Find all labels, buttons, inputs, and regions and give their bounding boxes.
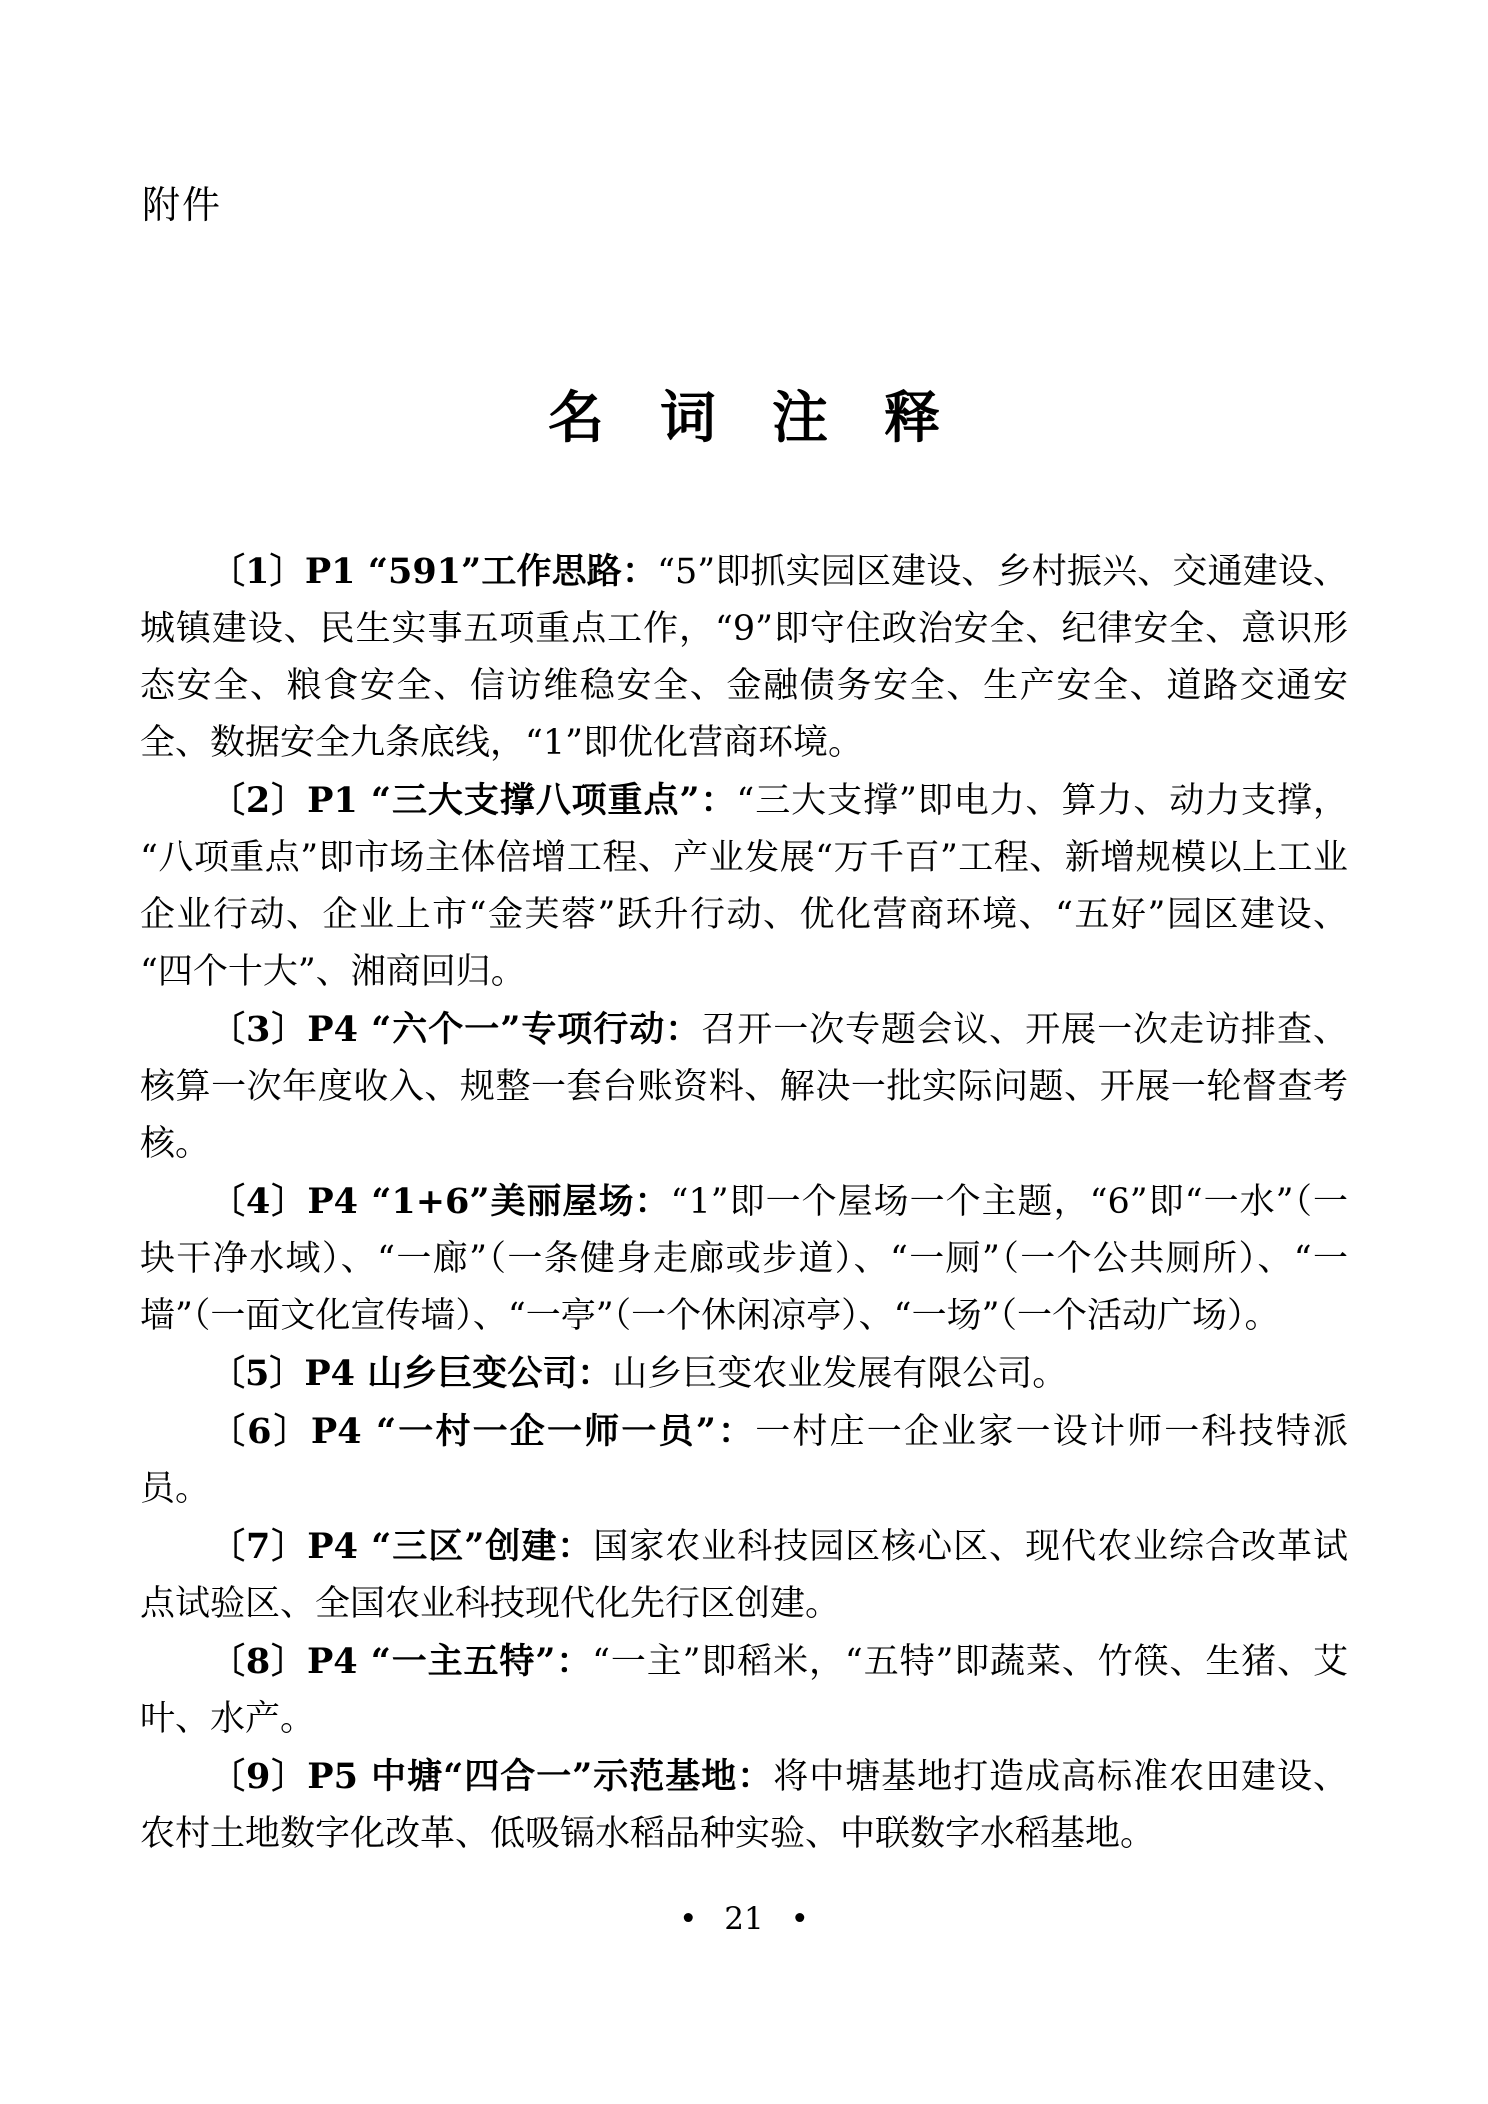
entry-body: “1”即一个屋场一个主题，“6”即“一水”（一块干净水域）、“一廊”（一条健身走廊或步道）、“一厕”（一个公共厕所）、“一墙”（一面文化宣传墙）、“一亭”（一个休闲凉亭）、“一场”（一个活动广场）。 [140, 1182, 1348, 1336]
page-title: 名 词 注 释 [548, 385, 940, 451]
glossary-entry [140, 1173, 1348, 1345]
entry-lead: 〔8〕P4 “一主五特”： [210, 1641, 593, 1682]
glossary-content [140, 543, 1348, 1863]
entry-lead: 〔9〕P5 中塘“四合一”示范基地： [210, 1756, 774, 1797]
attachment-label: 附件 [142, 183, 223, 227]
glossary-entry [140, 1403, 1348, 1518]
entry-body: “5”即抓实园区建设、乡村振兴、交通建设、城镇建设、民生实事五项重点工作，“9”即守住政治安全、纪律安全、意识形态安全、粮食安全、信访维稳安全、金融债务安全、生产安全、道路交通安全、数据安全九条底线，“1”即优化营商环境。 [140, 552, 1348, 763]
entry-body: 国家农业科技园区核心区、现代农业综合改革试点试验区、全国农业科技现代化先行区创建。 [140, 1527, 1348, 1624]
entry-lead: 〔7〕P4 “三区”创建： [210, 1526, 594, 1567]
glossary-entry [140, 1001, 1348, 1173]
entry-body: 将中塘基地打造成高标准农田建设、农村土地数字化改革、低吸镉水稻品种实验、中联数字水稻基地。 [140, 1757, 1348, 1854]
entry-lead: 〔5〕P4 山乡巨变公司： [210, 1353, 613, 1394]
glossary-entry [140, 1748, 1348, 1863]
entry-lead: 〔6〕P4 “一村一企一师一员”： [210, 1411, 756, 1452]
entry-body: “一主”即稻米，“五特”即蔬菜、竹筷、生猪、艾叶、水产。 [140, 1642, 1348, 1739]
glossary-entry [140, 543, 1348, 772]
glossary-entry [140, 1633, 1348, 1748]
page-number: • 21 • [679, 1901, 809, 1937]
entry-body: “三大支撑”即电力、算力、动力支撑，“八项重点”即市场主体倍增工程、产业发展“万千百”工程、新增规模以上工业企业行动、企业上市“金芙蓉”跃升行动、优化营商环境、“五好”园区建设、“四个十大”、湘商回归。 [140, 781, 1348, 992]
entry-body: 一村庄一企业家一设计师一科技特派员。 [140, 1412, 1348, 1509]
entry-body: 山乡巨变农业发展有限公司。 [612, 1354, 1068, 1394]
glossary-entry [140, 1345, 1348, 1403]
glossary-entry [140, 1518, 1348, 1633]
glossary-entry [140, 772, 1348, 1001]
entry-body: 召开一次专题会议、开展一次走访排查、核算一次年度收入、规整一套台账资料、解决一批实际问题、开展一轮督查考核。 [140, 1010, 1348, 1164]
entry-lead: 〔1〕P1 “591”工作思路： [210, 551, 658, 592]
entry-lead: 〔4〕P4 “1+6”美丽屋场： [210, 1181, 671, 1222]
entry-lead: 〔2〕P1 “三大支撑八项重点”： [210, 780, 737, 821]
entry-lead: 〔3〕P4 “六个一”专项行动： [210, 1009, 702, 1050]
